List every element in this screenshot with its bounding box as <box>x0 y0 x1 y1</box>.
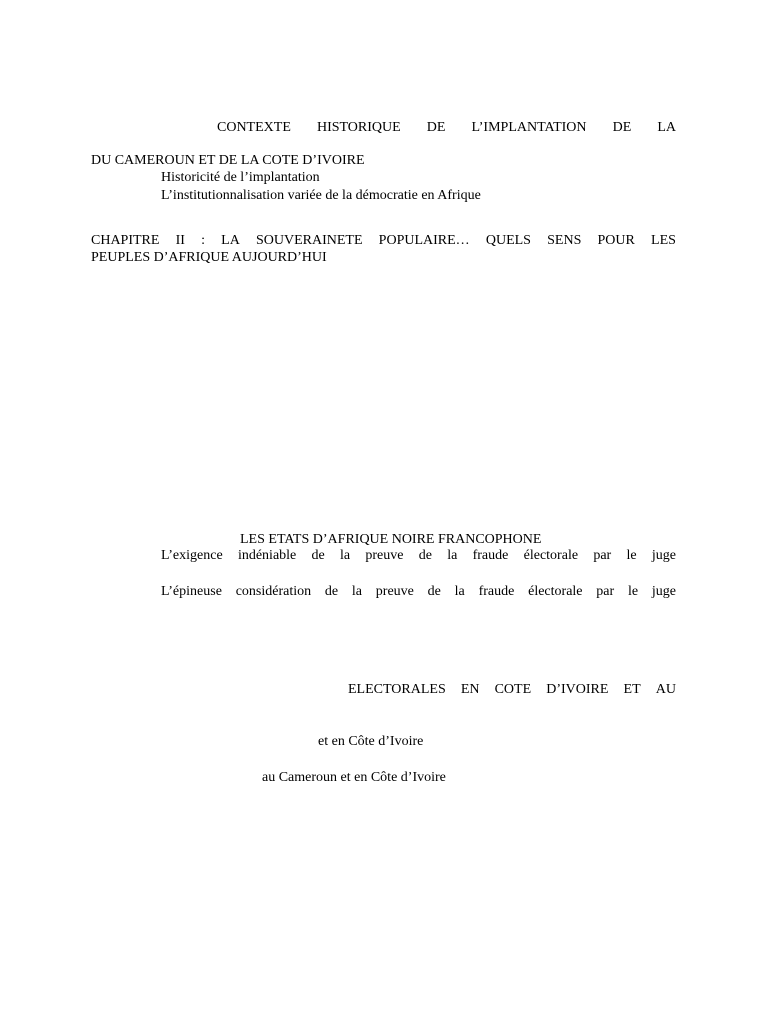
word: de <box>311 548 325 563</box>
word: ET <box>623 682 641 697</box>
word: HISTORIQUE <box>316 120 401 135</box>
word: fraude <box>472 548 509 563</box>
word: L’épineuse <box>161 584 222 599</box>
subheading-exigence-preuve <box>161 547 676 565</box>
word: : <box>201 233 205 248</box>
chapter-2-heading-line-1 <box>91 232 676 250</box>
word: L’IMPLANTATION <box>471 120 587 135</box>
word: électorale <box>528 584 583 599</box>
line-au-cameroun-et-en-cote-divoire: au Cameroun et en Côte d’Ivoire <box>262 770 446 785</box>
word: juge <box>651 548 676 563</box>
word: la <box>340 548 351 563</box>
word: QUELS <box>485 233 531 248</box>
word: SOUVERAINETE <box>255 233 363 248</box>
word: indéniable <box>237 548 297 563</box>
chapter-2-heading-line-2: PEUPLES D’AFRIQUE AUJOURD’HUI <box>91 250 327 265</box>
word: le <box>627 584 639 599</box>
word: la <box>454 584 465 599</box>
subheading-epineuse-preuve <box>161 583 676 601</box>
word: fraude <box>478 584 515 599</box>
word: juge <box>651 584 676 599</box>
word: CONTEXTE <box>217 120 291 135</box>
word: SENS <box>547 233 582 248</box>
word: considération <box>235 584 312 599</box>
word: CHAPITRE <box>91 233 160 248</box>
word: ELECTORALES <box>348 682 446 697</box>
word: le <box>626 548 637 563</box>
section-heading-etats-afrique: LES ETATS D’AFRIQUE NOIRE FRANCOPHONE <box>240 532 542 547</box>
word: COTE <box>494 682 532 697</box>
word: II <box>175 233 185 248</box>
word: par <box>593 548 612 563</box>
word: par <box>596 584 615 599</box>
word: L’exigence <box>161 548 223 563</box>
word: la <box>447 548 458 563</box>
toc-line-cameroun-cote-divoire: DU CAMEROUN ET DE LA COTE D’IVOIRE <box>91 153 365 168</box>
toc-subheading-historicite: Historicité de l’implantation <box>161 170 320 185</box>
word: de <box>324 584 339 599</box>
word: DE <box>426 120 446 135</box>
word: POPULAIRE… <box>378 233 470 248</box>
toc-line-contexte-historique <box>217 119 676 137</box>
word: LES <box>651 233 676 248</box>
word: LA <box>657 120 676 135</box>
word: preuve <box>375 584 414 599</box>
line-et-en-cote-divoire: et en Côte d’Ivoire <box>318 734 424 749</box>
word: preuve <box>365 548 404 563</box>
word: DE <box>612 120 632 135</box>
word: EN <box>460 682 480 697</box>
word: POUR <box>597 233 635 248</box>
word: AU <box>655 682 676 697</box>
word: LA <box>221 233 240 248</box>
word: D’IVOIRE <box>546 682 609 697</box>
word: la <box>351 584 363 599</box>
word: de <box>427 584 441 599</box>
word: de <box>418 548 432 563</box>
heading-electorales-cote-divoire <box>348 681 676 699</box>
word: électorale <box>523 548 579 563</box>
toc-subheading-institutionnalisation: L’institutionnalisation variée de la démocratie en Afrique <box>161 188 481 203</box>
